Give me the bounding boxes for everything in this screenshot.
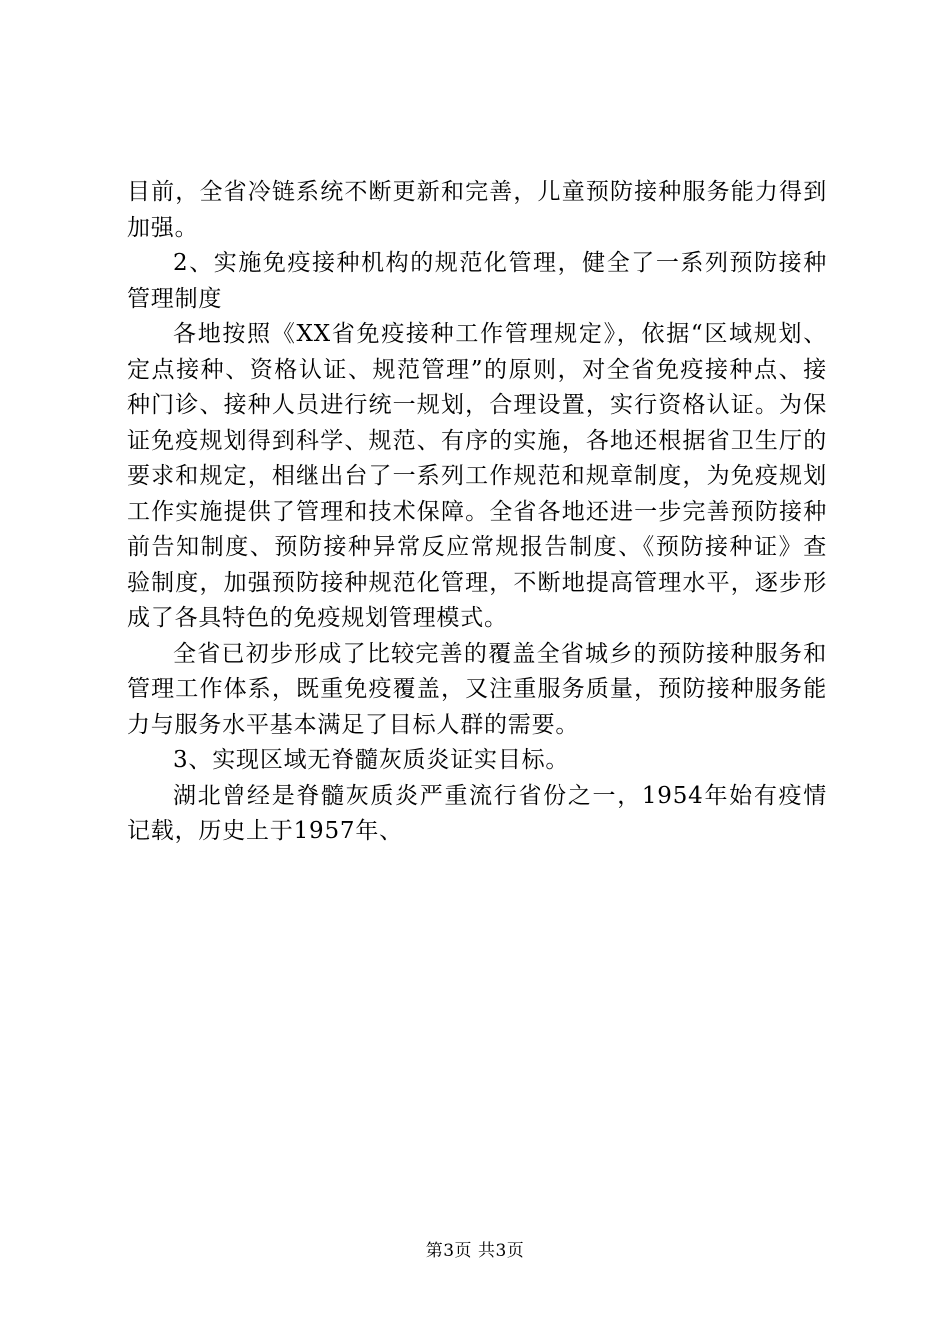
page-number-label: 第3页 共3页 [425, 1241, 525, 1261]
paragraph-heading-2: 2、实施免疫接种机构的规范化管理，健全了一系列预防接种管理制度 [127, 250, 827, 312]
page-footer [0, 1241, 950, 1261]
paragraph-hubei-history: 湖北曾经是脊髓灰质炎严重流行省份之一，1954年始有疫情记载，历史上于1957年、 [127, 782, 827, 844]
paragraph-regulations: 各地按照《XX省免疫接种工作管理规定》，依据“区域规划、定点接种、资格认证、规范管理”的原则，对全省免疫接种点、接种门诊、接种人员进行统一规划，合理设置，实行资格认证。为保证免疫规划得到科学、规范、有序的实施，各地还根据省卫生厅的要求和规定，相继出台了一系列工作规范和规章制度，为免疫规划工作实施提供了管理和技术保障。全省各地还进一步完善预防接种前告知制度、预防接种异常反应常规报告制度、《预防接种证》查验制度，加强预防接种规范化管理，不断地提高管理水平，逐步形成了各具特色的免疫规划管理模式。 [127, 321, 827, 631]
paragraph-heading-3: 3、实现区域无脊髓灰质炎证实目标。 [173, 747, 570, 773]
paragraph-service-system: 全省已初步形成了比较完善的覆盖全省城乡的预防接种服务和管理工作体系，既重免疫覆盖，又注重服务质量，预防接种服务能力与服务水平基本满足了目标人群的需要。 [127, 640, 827, 738]
document-body [127, 175, 827, 850]
paragraph-cold-chain: 目前，全省冷链系统不断更新和完善，儿童预防接种服务能力得到加强。 [127, 179, 827, 241]
